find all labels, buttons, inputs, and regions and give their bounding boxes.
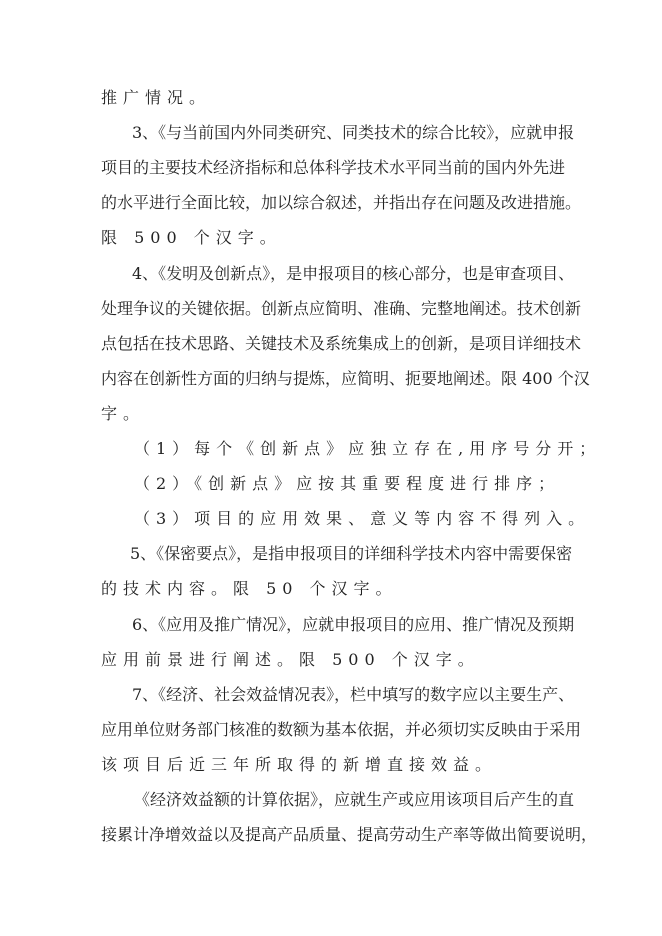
text-line: 接累计净增效益以及提高产品质量、提高劳动生产率等做出简要说明，: [101, 825, 598, 845]
text-line: 限 500 个汉字。: [101, 228, 282, 248]
text-line: （1）每个《创新点》应独立存在,用序号分开；: [134, 439, 602, 458]
text-line: 点包括在技术思路、关键技术及系统集成上的创新，是项目详细技术: [101, 333, 582, 353]
text-line: 项目的主要技术经济指标和总体科学技术水平同当前的国内外先进: [101, 158, 566, 178]
text-line: 3、《与当前国内外同类研究、同类技术的综合比较》，应就申报: [132, 123, 575, 143]
text-line: 5、《保密要点》，是指申报项目的详细科学技术内容中需要保密: [130, 544, 573, 564]
text-line: 内容在创新性方面的归纳与提炼，应简明、扼要地阐述。限 400 个汉: [101, 368, 590, 388]
text-line: 该项目后近三年所取得的新增直接效益。: [101, 754, 498, 774]
text-line: （3）项目的应用效果、意义等内容不得列入。: [134, 509, 591, 529]
text-line: 的水平进行全面比较，加以综合叙述，并指出存在问题及改进措施。: [101, 193, 582, 213]
text-line: 的技术内容。限 50 个汉字。: [101, 579, 398, 599]
text-line: 7、《经济、社会效益情况表》，栏中填写的数字应以主要生产、: [132, 684, 575, 704]
text-line: 《经济效益额的计算依据》，应就生产或应用该项目后产生的直: [134, 790, 575, 809]
text-line: 应用前景进行阐述。限 500 个汉字。: [101, 649, 480, 669]
text-line: 处理争议的关键依据。创新点应简明、准确、完整地阐述。技术创新: [101, 298, 582, 318]
text-line: 推广情况。: [101, 88, 212, 107]
text-line: （2）《创新点》应按其重要程度进行排序；: [134, 474, 561, 494]
text-line: 字。: [101, 403, 146, 423]
text-line: 6、《应用及推广情况》，应就申报项目的应用、推广情况及预期: [132, 614, 575, 634]
text-line: 应用单位财务部门核准的数额为基本依据，并必须切实反映由于采用: [101, 719, 582, 739]
text-line: 4、《发明及创新点》，是申报项目的核心部分，也是审查项目、: [132, 263, 575, 283]
